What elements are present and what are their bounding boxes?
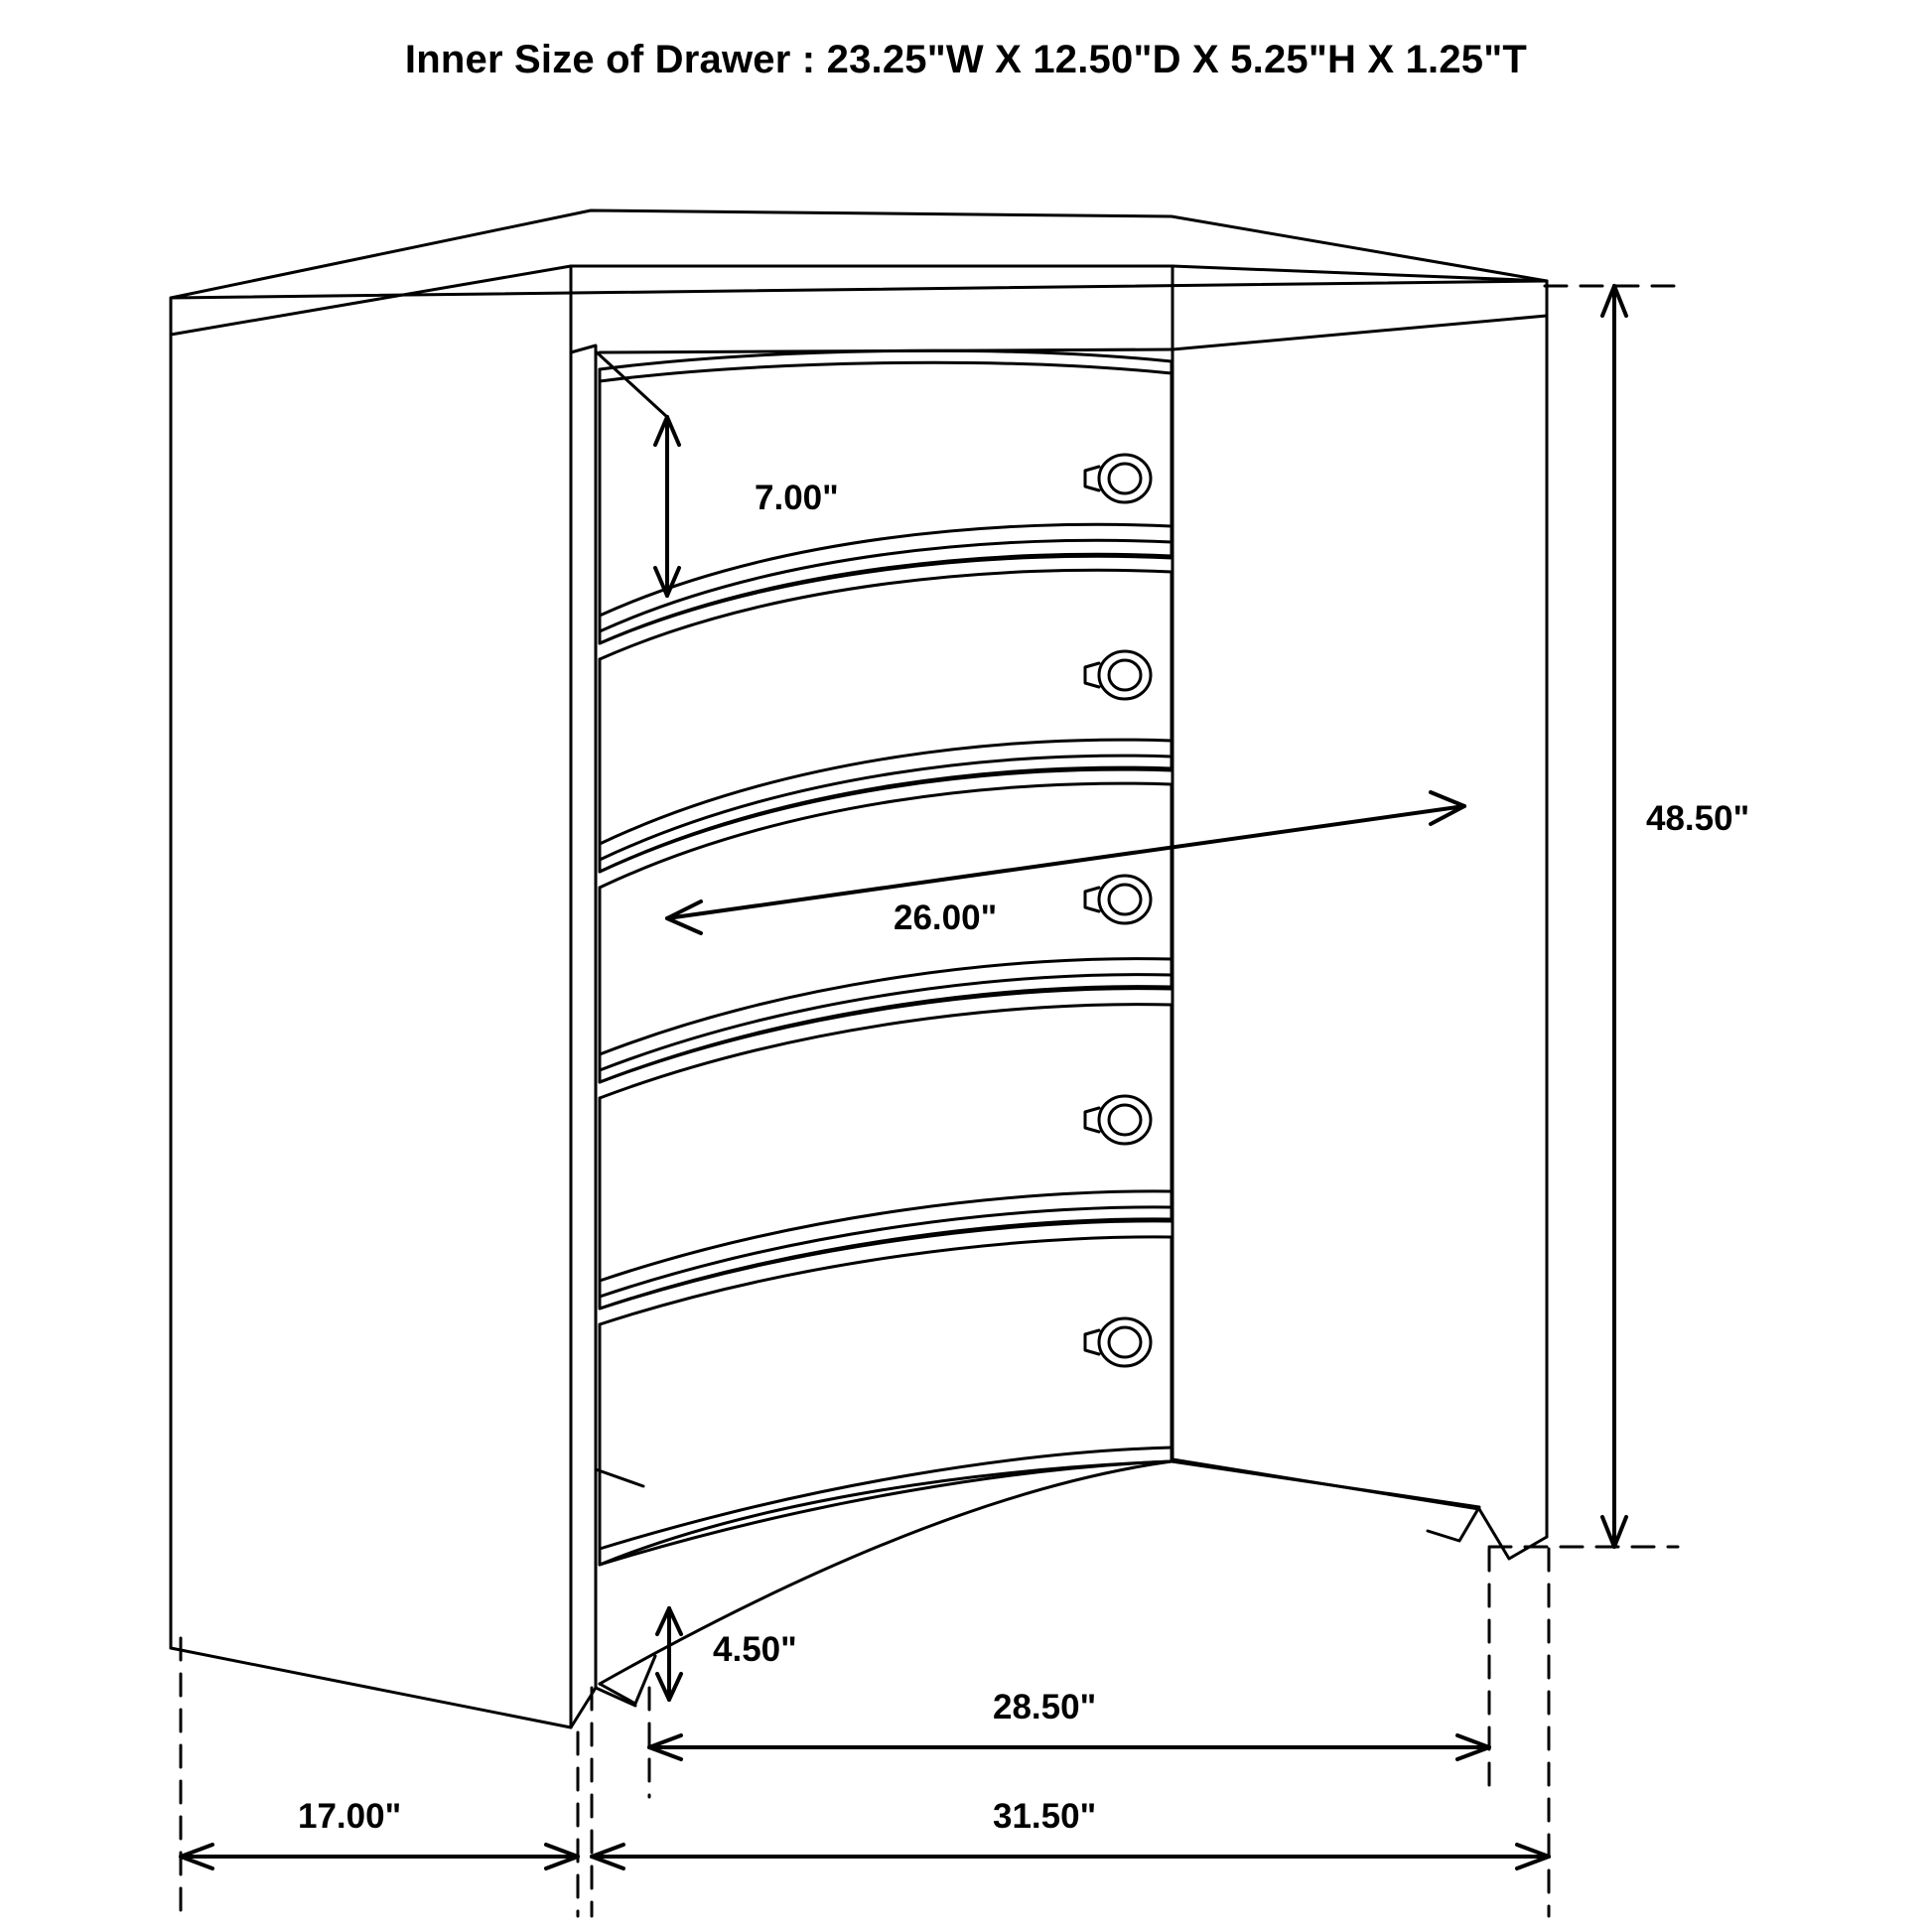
- chest-left-side-panel: [171, 335, 635, 1727]
- drawer-5: [600, 1221, 1172, 1565]
- drawer-5-knob: [1085, 1318, 1151, 1366]
- dimension-drawer-height: [596, 351, 679, 596]
- drawer-1-knob: [1085, 455, 1151, 502]
- dimension-total-width: [592, 1845, 1549, 1868]
- dimension-front-width: [649, 1735, 1489, 1759]
- extension-line-front-width: [649, 1549, 1489, 1797]
- drawer-4-knob: [1085, 1096, 1151, 1144]
- dimension-label-total-height: 48.50": [1646, 799, 1750, 838]
- chest-top-surface: [171, 210, 1547, 352]
- drawer-2-knob: [1085, 651, 1151, 699]
- dimension-label-front-width: 28.50": [993, 1688, 1097, 1726]
- dimension-label-drawer-height: 7.00": [755, 479, 839, 517]
- dimension-total-height: [1602, 286, 1626, 1547]
- drawer-2: [600, 556, 1172, 872]
- dimension-label-depth: 17.00": [298, 1797, 402, 1836]
- dimension-label-total-width: 31.50": [993, 1797, 1097, 1836]
- dimension-leg-height: [657, 1608, 681, 1700]
- dimension-drawer-width: [667, 792, 1464, 933]
- dimension-depth: [181, 1845, 578, 1868]
- dimension-label-drawer-width: 26.00": [894, 898, 998, 937]
- dimension-label-leg-height: 4.50": [713, 1630, 797, 1669]
- extension-line-depth: [181, 1638, 578, 1916]
- extension-line-total-width: [592, 1549, 1549, 1916]
- chest-right-side-panel: [1173, 316, 1547, 1559]
- drawer-3-knob: [1085, 876, 1151, 923]
- drawer-1: [600, 349, 1172, 643]
- page-title: Inner Size of Drawer : 23.25"W X 12.50"D X 5.25"H X 1.25"T: [404, 38, 1528, 81]
- drawer-4: [600, 989, 1172, 1309]
